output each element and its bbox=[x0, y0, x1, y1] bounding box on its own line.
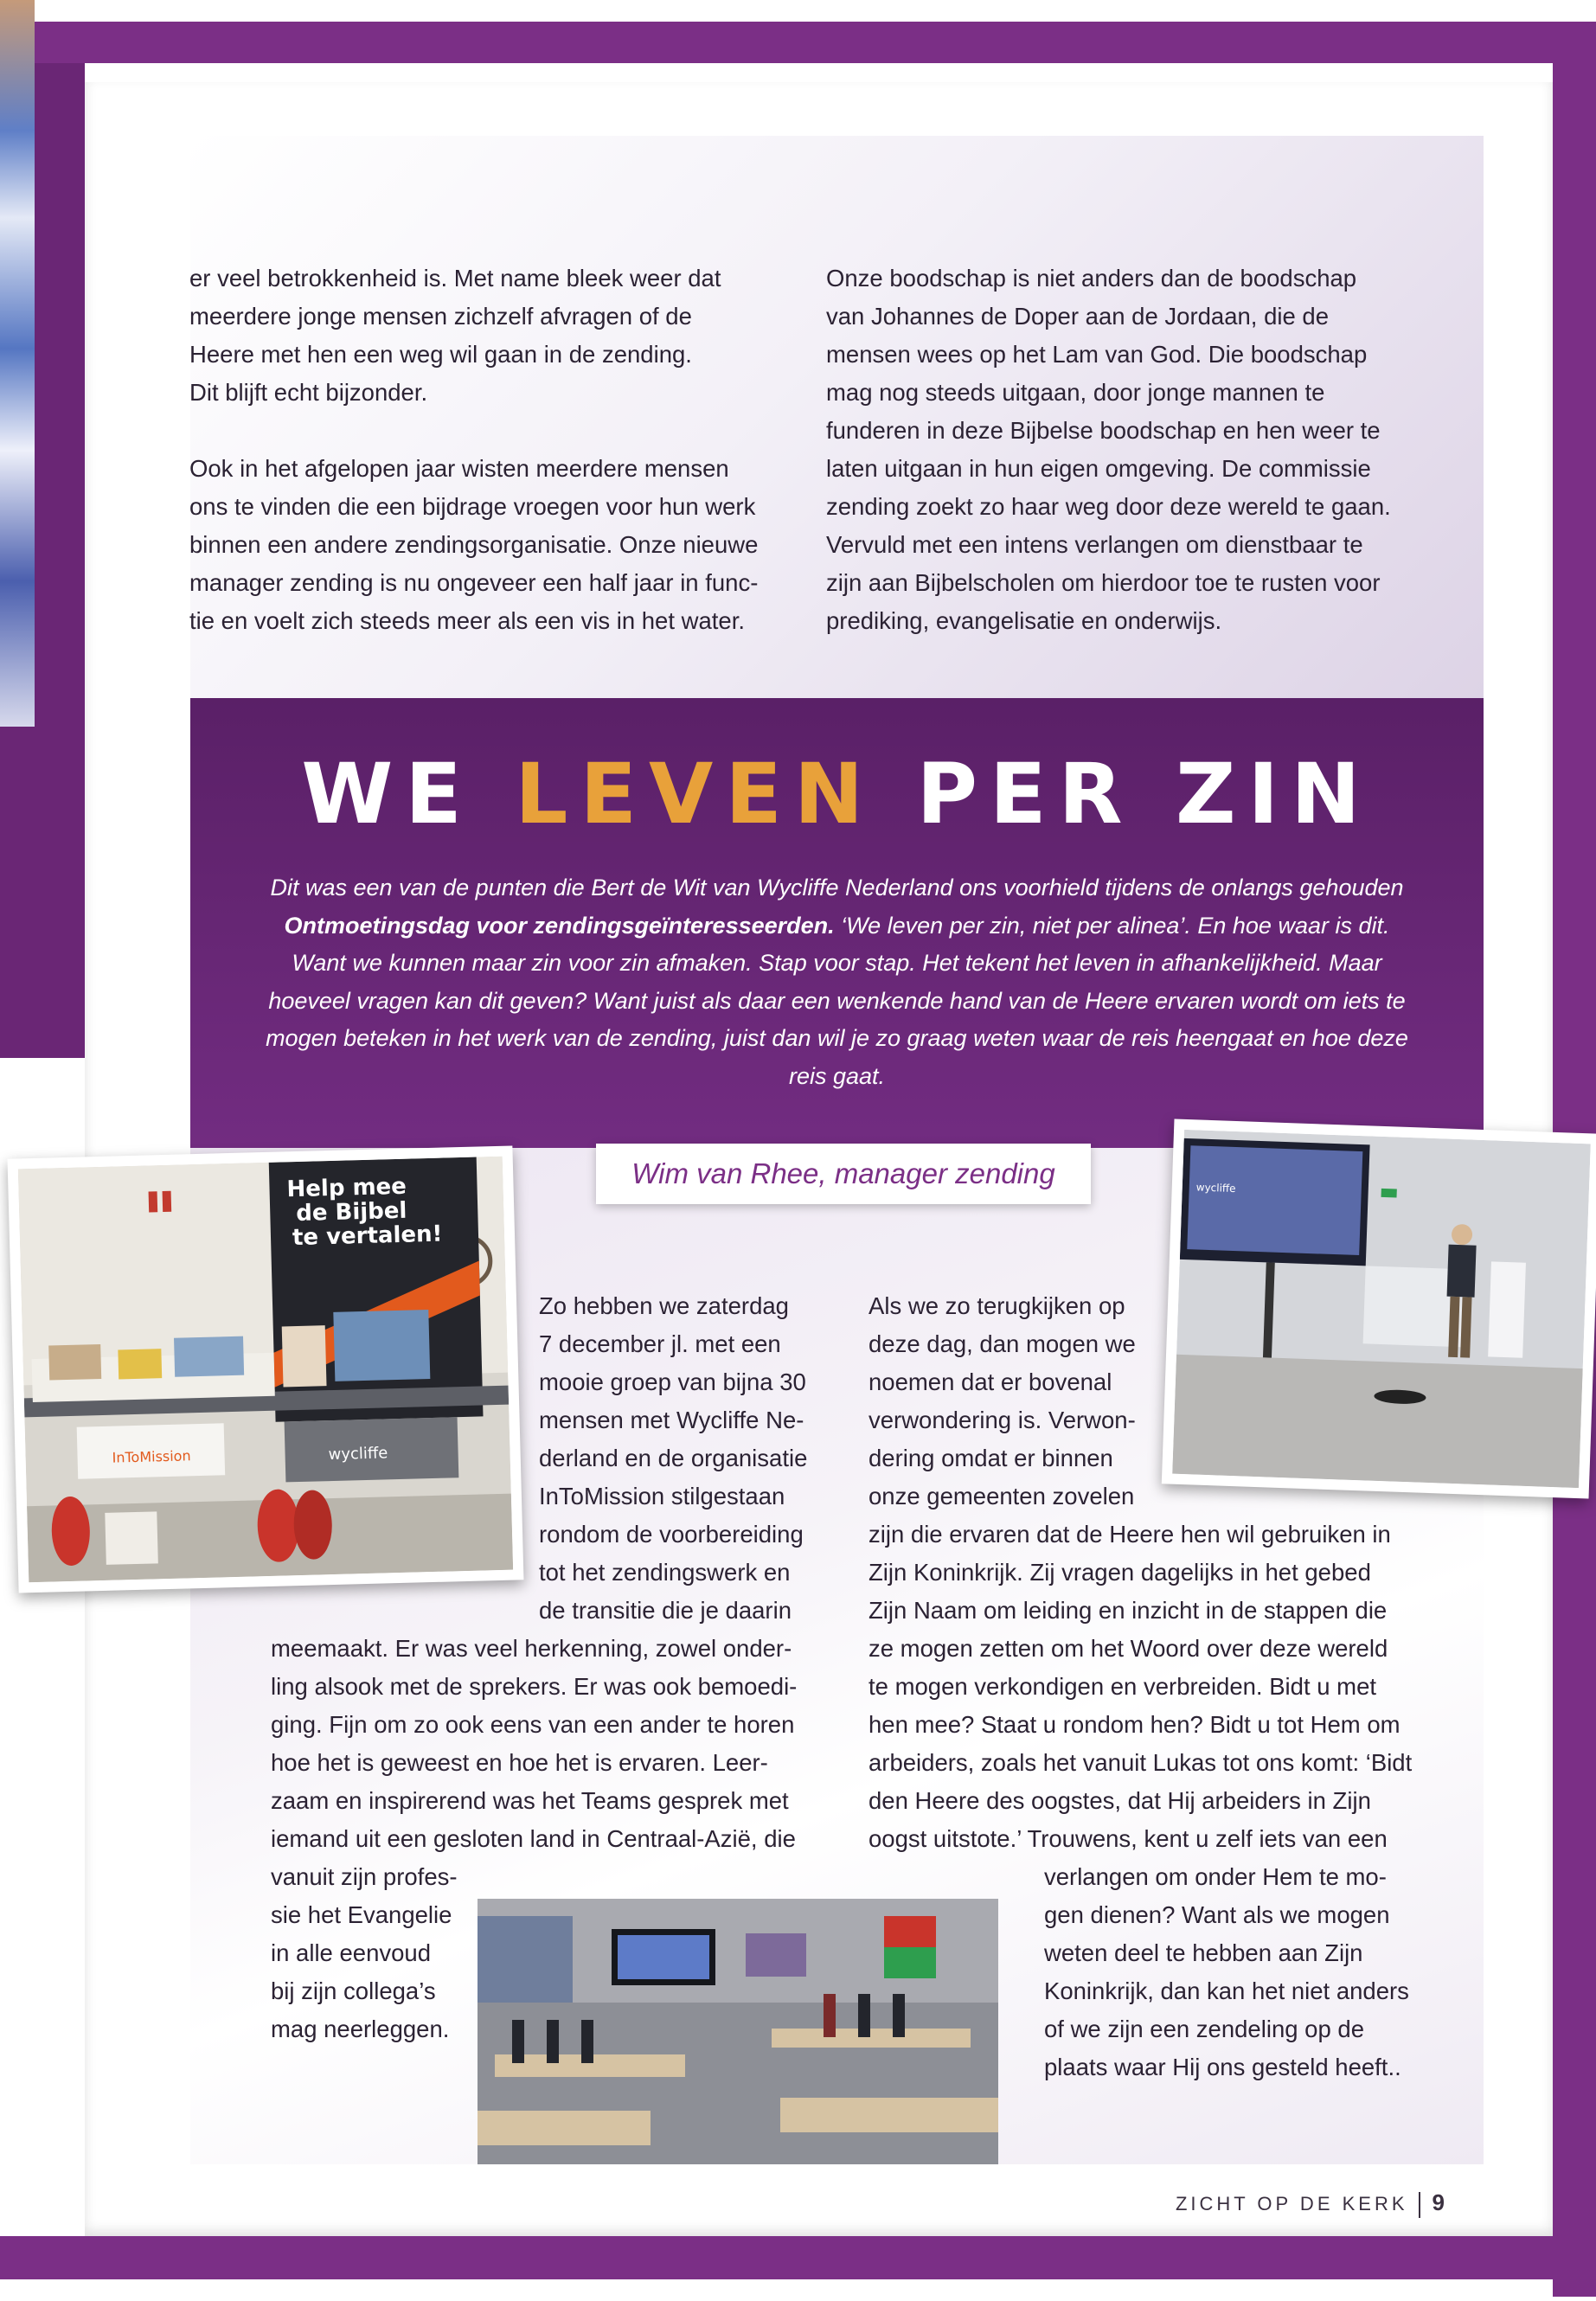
headline-accent-word: LEVEN bbox=[515, 746, 876, 843]
story-column-2-bottom: verlangen om onder Hem te mo- gen dienen? Want als we mogen weten deel te hebben aan Zijn Koninkrijk, dan kan het niet anders of we zijn een zendeling op de plaats waar Hij ons gesteld heeft.. bbox=[1044, 1863, 1409, 2080]
upper-right-column: Onze boodschap is niet anders dan de boodschap van Johannes de Doper aan de Jordaan, die de mensen wees op het Lam van God. Die boodschap mag nog steeds uitgaan, door jonge mannen te funderen in deze Bijbelse boodschap en hen weer te laten uitgaan in hun eigen omgeving. De commissie zending zoekt zo haar weg door deze wereld te gaan. Vervuld met een intens verlangen om dienstbaar te zijn aan Bijbelscholen om hierdoor toe te rusten voor prediking, evangelisatie en onderwijs. bbox=[826, 265, 1391, 634]
stand-banner-line-3: te vertalen! bbox=[292, 1221, 443, 1252]
story-column-2-top: Als we zo terugkijken op deze dag, dan mogen we noemen dat er bovenal verwondering is. Verwon- dering omdat er binnen onze gemeenten zovelen bbox=[869, 1292, 1136, 1509]
speaker-photo bbox=[1162, 1119, 1596, 1499]
article-headline bbox=[190, 742, 1484, 846]
screen-logo: wycliffe bbox=[1195, 1181, 1236, 1195]
previous-page-photo-strip bbox=[0, 0, 35, 727]
intro-text-after: ‘We leven per zin, niet per alinea’. En hoe waar is dit. Want we kunnen maar zin voor zin afmaken. Stap voor stap. Het tekent het leven in afhankelijkheid. Maar hoeveel vragen kan dit geven? Want juist als daar een wenkende hand van de Heere ervaren wordt om iets te mogen beteken in het werk van de zending, juist dan wil je zo graag weten waar de reis heengaat en hoe deze reis gaat. bbox=[266, 912, 1408, 1089]
story-column-1-middle: meemaakt. Er was veel herkenning, zowel onder- ling alsook met de sprekers. Er was ook bemoedi- ging. Fijn om zo ook eens van een ander te horen hoe het is geweest en hoe het is ervaren. Leer- zaam en inspirerend was het Teams gesprek met iemand uit een gesloten land in Centraal-Azië, die bbox=[271, 1635, 798, 1852]
story-column-2-middle: zijn die ervaren dat de Heere hen wil gebruiken in Zijn Koninkrijk. Zij vragen dagelijks in het gebed Zijn Naam om leiding en inzicht in de stappen die ze mogen zetten om het Woord over deze wereld te mogen verkondigen en verbreiden. Bidt u met hen mee? Staat u rondom hen? Bidt u tot Hem om arbeiders, zoals het vanuit Lukas tot ons komt: ‘Bidt den Heere des oogstes, dat Hij arbeiders in Zijn oogst uitstote.’ Trouwens, kent u zelf iets van een bbox=[869, 1521, 1413, 1852]
stand-banner-line-2: de Bijbel bbox=[295, 1197, 407, 1227]
story-column-1-top: Zo hebben we zaterdag 7 december jl. met een mooie groep van bijna 30 mensen met Wycliffe Ne- derland en de organisatie InToMission stilgestaan rondom de voorbereiding tot het zendingswerk en de transitie die je daarin bbox=[539, 1292, 808, 1624]
conference-room-photo bbox=[478, 1899, 998, 2164]
stand-banner-line-1: Help mee bbox=[286, 1173, 407, 1203]
headline-part-1: WE bbox=[301, 746, 516, 843]
author-byline: Wim van Rhee, manager zending bbox=[596, 1144, 1091, 1204]
top-frame-band bbox=[0, 22, 1596, 63]
info-stand-photo bbox=[8, 1145, 524, 1593]
stand-table-right-label: wycliffe bbox=[328, 1444, 388, 1465]
story-column-1-bottom: vanuit zijn profes- sie het Evangelie in alle eenvoud bij zijn collega’s mag neerleggen. bbox=[271, 1863, 458, 2042]
intro-text-before: Dit was een van de punten die Bert de Wit van Wycliffe Nederland ons voorhield tijdens de onlangs gehouden bbox=[270, 875, 1404, 901]
footer-divider bbox=[1419, 2192, 1420, 2218]
article-intro bbox=[260, 869, 1414, 1095]
bottom-frame-band bbox=[0, 2236, 1596, 2279]
page-footer bbox=[1159, 2185, 1445, 2221]
intro-bold-text: Ontmoetingsdag voor zendingsgeïnteresseerden. bbox=[284, 912, 835, 939]
stand-table-left-label: InToMission bbox=[112, 1447, 191, 1466]
upper-left-column: er veel betrokkenheid is. Met name bleek weer dat meerdere jonge mensen zichzelf afvragen of de Heere met hen een weg wil gaan in de zending. Dit blijft echt bijzonder. Ook in het afgelopen jaar wisten meerdere mensen ons te vinden die een bijdrage vroegen voor hun werk binnen een andere zendingsorganisatie. Onze nieuwe manager zending is nu ongeveer een half jaar in func- tie en voelt zich steeds meer als een vis in het water. bbox=[189, 265, 759, 634]
page-number: 9 bbox=[1432, 2189, 1445, 2215]
headline-part-2: PER ZIN bbox=[875, 746, 1373, 843]
magazine-name: ZICHT OP DE KERK bbox=[1175, 2193, 1408, 2214]
